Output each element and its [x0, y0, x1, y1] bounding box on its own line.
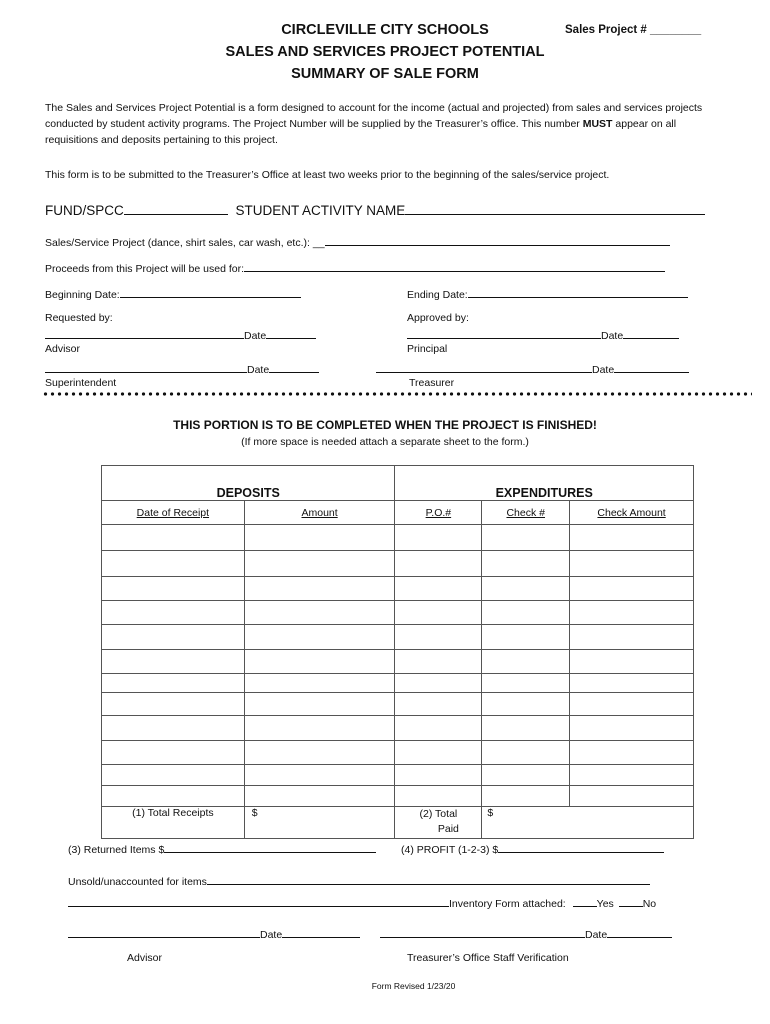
intro-paragraph	[45, 100, 730, 148]
table-cell[interactable]	[102, 716, 245, 741]
footer-advisor-date-label: Date	[260, 929, 283, 941]
column-check-amount: Check Amount	[570, 501, 694, 525]
profit-field[interactable]	[498, 841, 664, 853]
advisor-signature-field[interactable]	[45, 327, 244, 339]
beginning-date-field[interactable]	[120, 286, 301, 298]
table-cell[interactable]	[482, 551, 570, 577]
column-amount: Amount	[244, 501, 395, 525]
table-cell[interactable]	[395, 625, 482, 650]
inventory-yes-field[interactable]	[573, 895, 597, 907]
completion-heading: THIS PORTION IS TO BE COMPLETED WHEN THE PROJECT IS FINISHED!	[173, 418, 597, 432]
table-column-header-row	[102, 501, 694, 525]
treasurer-date-label: Date	[592, 364, 615, 376]
completion-subheading: (If more space is needed attach a separate sheet to the form.)	[241, 436, 529, 448]
proceeds-label: Proceeds from this Project will be used for:	[45, 263, 244, 275]
principal-date-field[interactable]	[623, 327, 679, 339]
total-receipts-label: (1) Total Receipts	[102, 807, 245, 839]
table-cell[interactable]	[570, 765, 694, 786]
table-cell[interactable]	[395, 577, 482, 601]
unsold-field[interactable]	[207, 873, 650, 885]
table-cell[interactable]	[570, 577, 694, 601]
table-cell[interactable]	[570, 693, 694, 716]
table-cell[interactable]	[395, 674, 482, 693]
table-cell[interactable]	[570, 741, 694, 765]
table-cell[interactable]	[395, 650, 482, 674]
staff-verification-date-field[interactable]	[607, 926, 672, 938]
form-subtitle: SALES AND SERVICES PROJECT POTENTIAL	[225, 44, 545, 60]
returned-items-field[interactable]	[164, 841, 376, 853]
project-field[interactable]	[325, 234, 670, 246]
intro-text-a: The Sales and Services Project Potential is a form designed to account for the income (actual and projected) from sales and services projects conducted by student activity programs. The Project Number will be supplied by the Treasurer’s office. This number	[45, 102, 703, 130]
table-cell[interactable]	[482, 716, 570, 741]
table-cell[interactable]	[102, 551, 245, 577]
fund-row	[45, 203, 705, 218]
table-cell[interactable]	[395, 551, 482, 577]
table-cell[interactable]	[570, 601, 694, 625]
footer-advisor-date-field[interactable]	[282, 926, 360, 938]
proceeds-field[interactable]	[244, 260, 665, 272]
principal-signature-field[interactable]	[407, 327, 601, 339]
advisor-date-label: Date	[244, 330, 267, 342]
superintendent-signature-field[interactable]	[45, 361, 247, 373]
returned-items-label: (3) Returned Items $	[68, 844, 165, 856]
table-cell[interactable]	[482, 674, 570, 693]
school-name: CIRCLEVILLE CITY SCHOOLS	[281, 22, 489, 38]
footer-advisor-label: Advisor	[127, 952, 163, 964]
table-cell[interactable]	[102, 741, 245, 765]
superintendent-signature-row	[45, 361, 319, 376]
inventory-label: Inventory Form attached:	[449, 898, 566, 910]
table-row	[102, 674, 694, 693]
table-cell[interactable]	[395, 786, 482, 807]
table-cell[interactable]	[244, 551, 395, 577]
table-cell[interactable]	[482, 786, 570, 807]
table-cell[interactable]	[102, 786, 245, 807]
table-cell[interactable]	[482, 650, 570, 674]
table-cell[interactable]	[244, 786, 395, 807]
form-revised-note: Form Revised 1/23/20	[371, 981, 456, 991]
table-cell[interactable]	[482, 601, 570, 625]
inventory-no-field[interactable]	[619, 895, 643, 907]
table-cell[interactable]	[570, 650, 694, 674]
table-cell[interactable]	[395, 716, 482, 741]
treasurer-signature-row	[376, 361, 689, 376]
table-cell[interactable]	[244, 601, 395, 625]
intro-text-b: appear on all requisitions and deposits pertaining to this project.	[45, 118, 677, 146]
table-row	[102, 741, 694, 765]
table-cell[interactable]	[395, 525, 482, 551]
ending-date-label: Ending Date:	[407, 289, 468, 301]
column-check-number: Check #	[482, 501, 570, 525]
table-row	[102, 693, 694, 716]
treasurer-date-field[interactable]	[614, 361, 689, 373]
table-cell[interactable]	[570, 674, 694, 693]
summary-table	[101, 465, 694, 839]
profit-row	[401, 841, 664, 856]
superintendent-date-field[interactable]	[269, 361, 319, 373]
dotted-separator	[42, 392, 752, 396]
table-cell[interactable]	[102, 577, 245, 601]
beginning-date-row	[45, 286, 301, 301]
staff-verification-label: Treasurer’s Office Staff Verification	[407, 952, 569, 964]
table-cell[interactable]	[102, 525, 245, 551]
table-cell[interactable]	[102, 674, 245, 693]
table-row	[102, 786, 694, 807]
staff-verification-date-label: Date	[585, 929, 608, 941]
advisor-date-field[interactable]	[266, 327, 316, 339]
returned-items-row	[68, 841, 376, 856]
table-cell[interactable]	[570, 625, 694, 650]
table-cell[interactable]	[244, 741, 395, 765]
unsold-label: Unsold/unaccounted for items	[68, 876, 207, 888]
form-title: SUMMARY OF SALE FORM	[291, 66, 479, 82]
principal-date-label: Date	[601, 330, 624, 342]
table-cell[interactable]	[102, 765, 245, 786]
requested-by-label: Requested by:	[45, 312, 113, 324]
staff-verification-signature-field[interactable]	[380, 926, 585, 938]
project-label: Sales/Service Project (dance, shirt sales, car wash, etc.): __	[45, 237, 325, 249]
table-cell[interactable]	[482, 577, 570, 601]
table-row	[102, 765, 694, 786]
total-receipts-field[interactable]: $	[244, 807, 395, 839]
deposits-header: DEPOSITS	[102, 466, 395, 501]
table-row	[102, 625, 694, 650]
table-cell[interactable]	[244, 674, 395, 693]
unsold-row	[68, 873, 650, 888]
table-cell[interactable]	[570, 551, 694, 577]
totals-row	[102, 807, 694, 839]
table-cell[interactable]	[570, 786, 694, 807]
total-paid-field[interactable]: $	[482, 807, 694, 839]
table-cell[interactable]	[482, 525, 570, 551]
table-cell[interactable]	[244, 625, 395, 650]
ending-date-row	[407, 286, 688, 301]
expenditures-header: EXPENDITURES	[395, 466, 694, 501]
table-header-row	[102, 466, 694, 501]
advisor-label: Advisor	[45, 343, 81, 355]
submission-note: This form is to be submitted to the Treasurer’s Office at least two weeks prior to the beginning of the sales/service project.	[45, 169, 610, 181]
table-cell[interactable]	[482, 693, 570, 716]
total-paid-label: (2) Total Paid	[395, 807, 482, 839]
student-activity-field[interactable]	[405, 203, 705, 215]
student-activity-label: STUDENT ACTIVITY NAME	[235, 203, 406, 218]
ending-date-field[interactable]	[468, 286, 688, 298]
fund-label: FUND/SPCC	[45, 203, 124, 218]
table-row	[102, 525, 694, 551]
table-cell[interactable]	[102, 601, 245, 625]
sales-project-number[interactable]: Sales Project # ________	[565, 24, 702, 36]
principal-signature-row	[407, 327, 679, 342]
unsold-field-continued[interactable]	[68, 895, 449, 907]
project-row	[45, 234, 670, 249]
table-cell[interactable]	[482, 741, 570, 765]
table-cell[interactable]	[395, 741, 482, 765]
column-po-number: P.O.#	[395, 501, 482, 525]
table-cell[interactable]	[244, 765, 395, 786]
table-cell[interactable]	[244, 577, 395, 601]
table-cell[interactable]	[570, 716, 694, 741]
inventory-no-label: No	[642, 898, 657, 910]
fund-field[interactable]	[124, 203, 228, 215]
table-row	[102, 716, 694, 741]
intro-must: MUST	[582, 118, 613, 130]
table-cell[interactable]	[102, 693, 245, 716]
table-cell[interactable]	[244, 693, 395, 716]
treasurer-label: Treasurer	[409, 377, 455, 389]
table-row	[102, 650, 694, 674]
table-cell[interactable]	[244, 650, 395, 674]
table-cell[interactable]	[244, 525, 395, 551]
table-cell[interactable]	[482, 625, 570, 650]
staff-verification-signature-row	[380, 926, 672, 941]
proceeds-row	[45, 260, 665, 275]
inventory-yes-label: Yes	[596, 898, 614, 910]
unsold-line-2	[68, 895, 656, 910]
table-cell[interactable]	[244, 716, 395, 741]
table-cell[interactable]	[102, 650, 245, 674]
table-cell[interactable]	[482, 765, 570, 786]
superintendent-label: Superintendent	[45, 377, 117, 389]
footer-advisor-signature-row	[68, 926, 360, 941]
principal-label: Principal	[407, 343, 448, 355]
treasurer-signature-field[interactable]	[376, 361, 592, 373]
profit-label: (4) PROFIT (1-2-3) $	[401, 844, 499, 856]
column-date-of-receipt: Date of Receipt	[102, 501, 245, 525]
table-cell[interactable]	[395, 601, 482, 625]
table-row	[102, 551, 694, 577]
table-cell[interactable]	[102, 625, 245, 650]
approved-by-label: Approved by:	[407, 312, 469, 324]
table-row	[102, 601, 694, 625]
advisor-signature-row	[45, 327, 316, 342]
beginning-date-label: Beginning Date:	[45, 289, 120, 301]
table-row	[102, 577, 694, 601]
footer-advisor-signature-field[interactable]	[68, 926, 260, 938]
superintendent-date-label: Date	[247, 364, 270, 376]
table-cell[interactable]	[570, 525, 694, 551]
table-cell[interactable]	[395, 693, 482, 716]
table-cell[interactable]	[395, 765, 482, 786]
